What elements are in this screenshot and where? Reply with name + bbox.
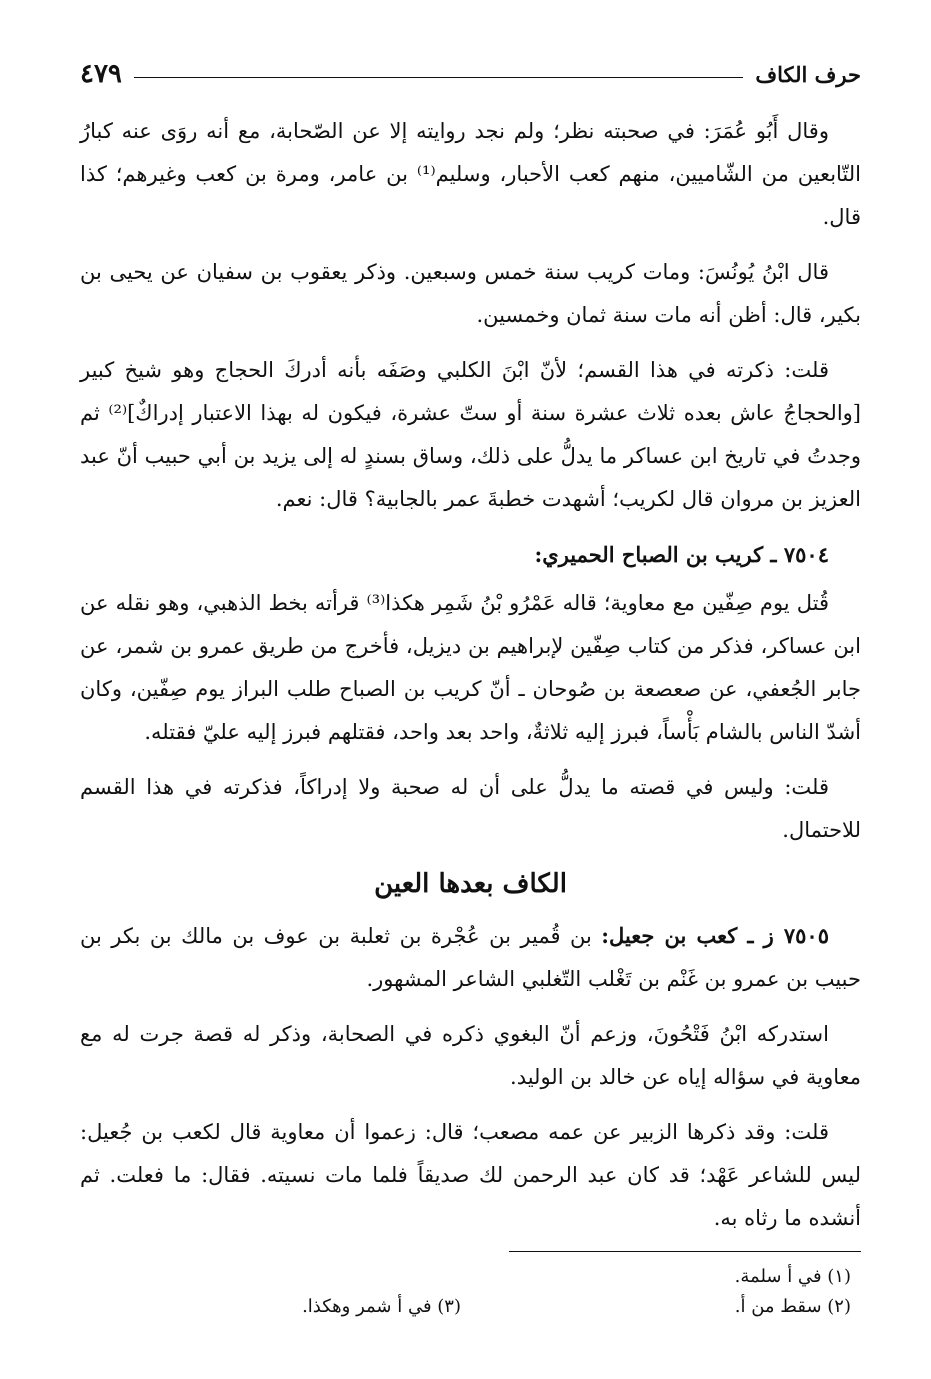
entry-7505-text: بن قُمير بن عُجْرة بن ثعلبة بن عوف بن مالك بن بكر بن حبيب بن عمرو بن غَنْم بن تَغْلب التّغلبي الشاعر المشهور. — [80, 924, 861, 991]
chapter-heading: الكاف بعدها العين — [374, 869, 567, 899]
running-header — [80, 52, 861, 96]
footnote-row — [71, 1292, 851, 1322]
header-rule — [134, 77, 743, 78]
page-body — [80, 110, 861, 1240]
paragraph-1: وقال أَبُو عُمَرَ: في صحبته نظر؛ ولم نجد روايته إلا عن الصّحابة، مع أنه روَى عنه كبارُ التّابعين من الشّاميين، منهم كعب الأحبار، وسليم⁽¹⁾ بن عامر، ومرة بن كعب وغيرهم؛ كذا قال. — [80, 119, 862, 229]
paragraph-7: استدركه ابْنُ فَتْحُونَ، وزعم أنّ البغوي ذكره في الصحابة، وذكر له قصة جرت له مع معاوية في سؤاله إياه عن خالد بن الوليد. — [80, 1022, 861, 1089]
paragraph-5: قلت: وليس في قصته ما يدلُّ على أن له صحبة ولا إدراكاً، فذكرته في هذا القسم للاحتمال. — [80, 775, 861, 842]
footnote-3: (٣) في أ شمر وهكذا. — [302, 1296, 461, 1317]
footnotes — [71, 1262, 851, 1322]
paragraph-4: قُتل يوم صِفّين مع معاوية؛ قاله عَمْرُو بْنُ شَمِر هكذا⁽³⁾ قرأته بخط الذهبي، وهو نقله عن ابن عساكر، فذكر من كتاب صِفّين لإبراهيم بن ديزيل، فأخرج من طريق عمرو بن شمر، عن جابر الجُعفي، عن صعصعة بن صُوحان ـ أنّ كريب بن الصباح طلب البراز يوم صِفّين، وكان أشدّ الناس بالشام بَأْساً، فبرز إليه ثلاثةٌ، واحد بعد واحد، فقتلهم فبرز إليه عليّ فقتله. — [80, 591, 861, 744]
entry-heading-7505: ٧٥٠٥ ز ـ كعب بن جعيل: — [601, 923, 829, 948]
section-title: حرف الكاف — [755, 61, 861, 87]
paragraph-2: قال ابْنُ يُونُسَ: ومات كريب سنة خمس وسبعين. وذكر يعقوب بن سفيان عن يحيى بن بكير، قال: أظن أنه مات سنة ثمان وخمسين. — [80, 260, 861, 327]
footnote-2: (٢) سقط من أ. — [734, 1296, 851, 1317]
book-page — [80, 52, 861, 1252]
paragraph-6 — [80, 914, 861, 1001]
paragraph-3: قلت: ذكرته في هذا القسم؛ لأنّ ابْنَ الكلبي وصَفَه بأنه أدركَ الحجاج وهو شيخ كبير [والحجاجُ عاش بعده ثلاث عشرة سنة أو ستّ عشرة، فيكون له بهذا الاعتبار إدراكٌ]⁽²⁾ ثم وجدتُ في تاريخ ابن عساكر ما يدلُّ على ذلك، وساق بسندٍ له إلى يزيد بن أبي حبيب أنّ عبد العزيز بن مروان قال لكريب؛ أشهدت خطبةَ عمر بالجابية؟ قال: نعم. — [80, 358, 861, 511]
footnote-1: (١) في أ سلمة. — [734, 1266, 851, 1287]
paragraph-8: قلت: وقد ذكرها الزبير عن عمه مصعب؛ قال: زعموا أن معاوية قال لكعب بن جُعيل: ليس للشاعر عَهْد؛ قد كان عبد الرحمن لك صديقاً فلما مات نسيته. فقال: ما فعلت. ثم أنشده ما رثاه به. — [80, 1120, 861, 1230]
footnote-row — [71, 1262, 851, 1292]
entry-heading-7504: ٧٥٠٤ ـ كريب بن الصباح الحميري: — [534, 542, 829, 567]
page-number: ٤٧٩ — [80, 59, 122, 89]
footnote-rule — [509, 1251, 861, 1252]
footnote-spacer — [71, 1262, 521, 1292]
